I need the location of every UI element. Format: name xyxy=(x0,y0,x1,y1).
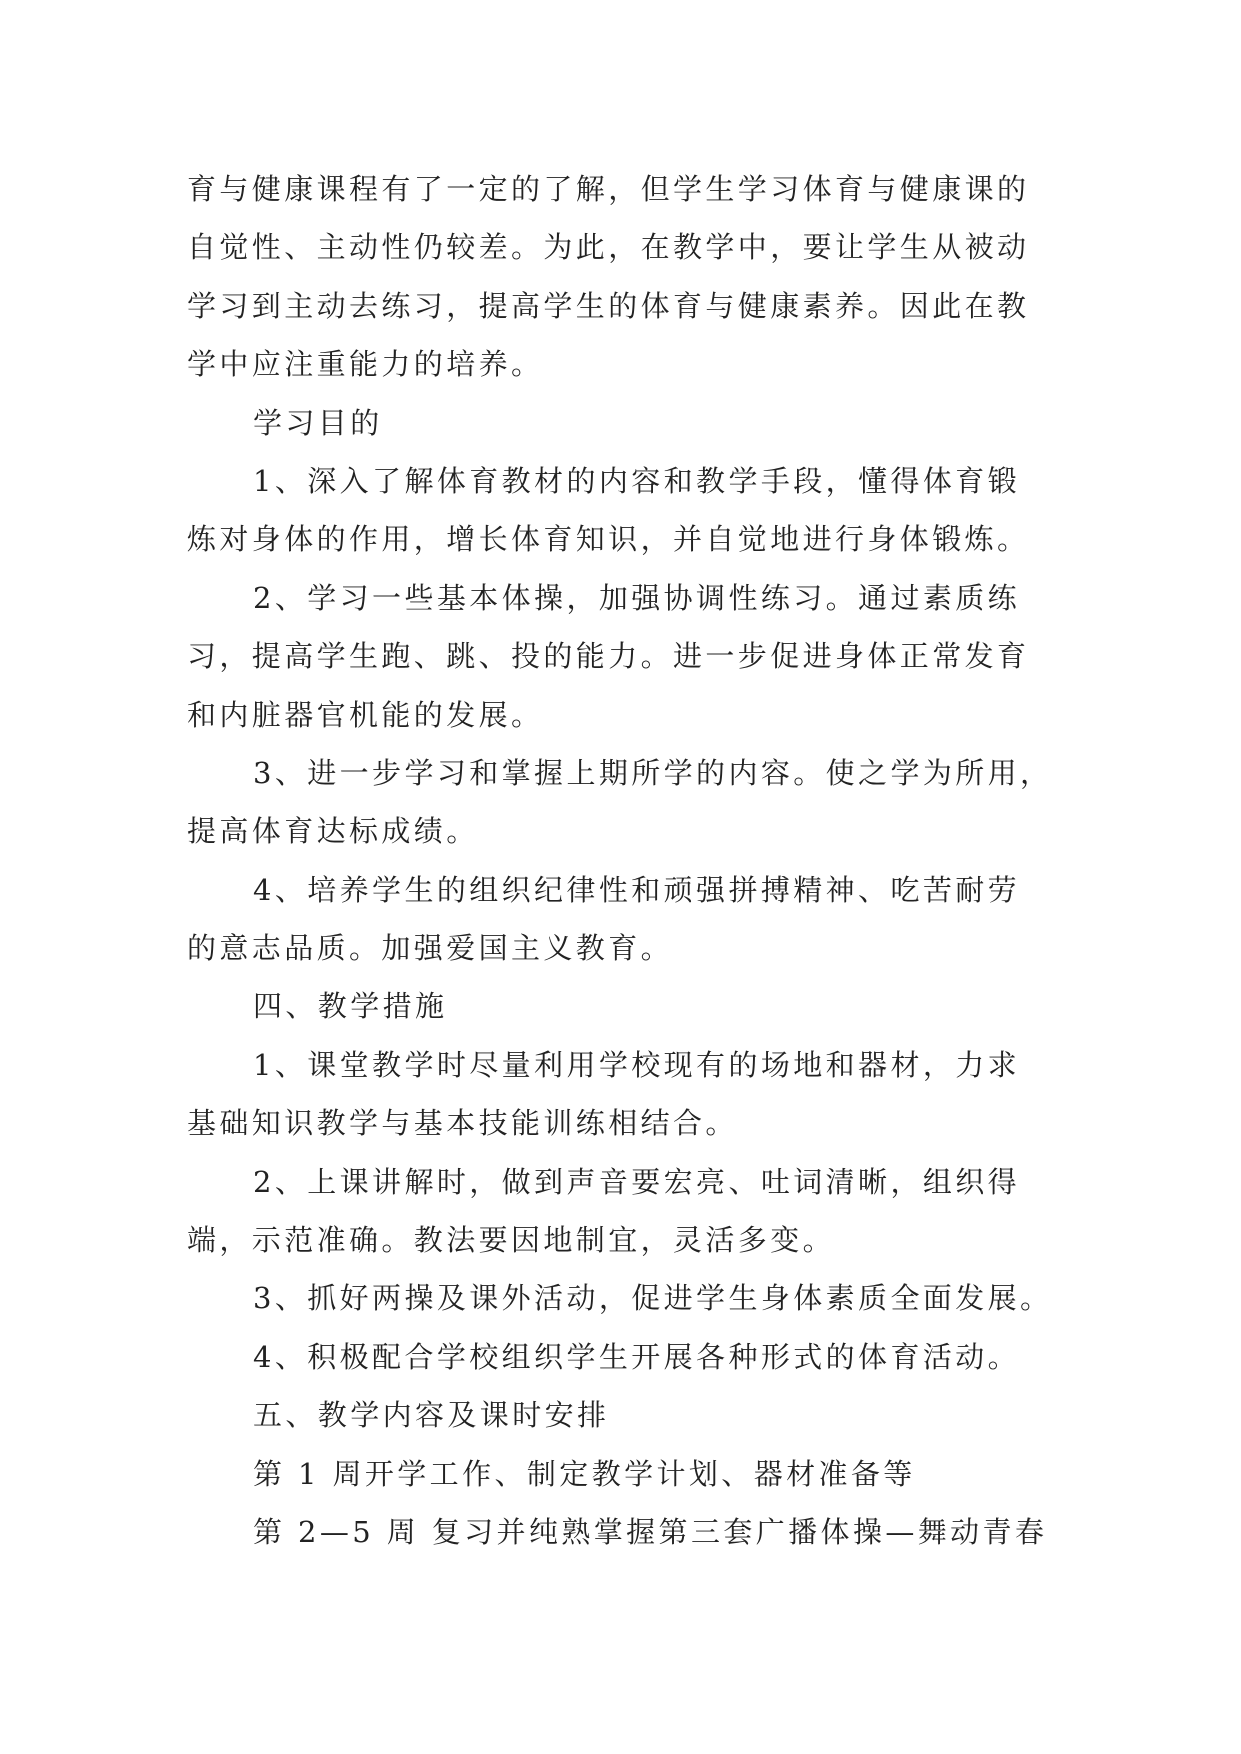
text-line: 自觉性、主动性仍较差。为此，在教学中，要让学生从被动 xyxy=(187,230,1030,265)
text-line: 基础知识教学与基本技能训练相结合。 xyxy=(187,1106,738,1141)
text-line: 育与健康课程有了一定的了解，但学生学习体育与健康课的 xyxy=(187,172,1030,206)
list-item: 3、抓好两操及课外活动，促进学生身体素质全面发展。 xyxy=(253,1281,1053,1316)
text-line: 的意志品质。加强爱国主义教育。 xyxy=(187,931,674,966)
text-line: 习，提高学生跑、跳、投的能力。进一步促进身体正常发育 xyxy=(187,639,1030,674)
text-line: 学习到主动去练习，提高学生的体育与健康素养。因此在教 xyxy=(187,288,1030,323)
document-body xyxy=(187,160,1057,1561)
list-item: 2、上课讲解时，做到声音要宏亮、吐词清晰，组织得 xyxy=(253,1164,1021,1199)
list-item: 2、学习一些基本体操，加强协调性练习。通过素质练 xyxy=(253,580,1021,615)
list-item: 3、进一步学习和掌握上期所学的内容。使之学为所用， xyxy=(253,755,1053,790)
schedule-item: 第 2—5 周 复习并纯熟掌握第三套广播体操—舞动青春 xyxy=(253,1514,1048,1549)
text-line: 炼对身体的作用，增长体育知识，并自觉地进行身体锻炼。 xyxy=(187,522,1030,557)
section-heading: 四、教学措施 xyxy=(253,989,448,1024)
text-line: 学中应注重能力的培养。 xyxy=(187,347,544,382)
text-line: 提高体育达标成绩。 xyxy=(187,814,479,849)
schedule-item: 第 1 周开学工作、制定教学计划、器材准备等 xyxy=(253,1456,916,1491)
text-line: 端，示范准确。教法要因地制宜，灵活多变。 xyxy=(187,1223,836,1258)
list-item: 4、积极配合学校组织学生开展各种形式的体育活动。 xyxy=(253,1339,1021,1374)
text-line: 和内脏器官机能的发展。 xyxy=(187,697,544,732)
list-item: 1、课堂教学时尽量利用学校现有的场地和器材，力求 xyxy=(253,1047,1021,1082)
section-heading: 五、教学内容及课时安排 xyxy=(253,1398,610,1433)
list-item: 4、培养学生的组织纪律性和顽强拼搏精神、吃苦耐劳 xyxy=(253,872,1021,907)
section-heading: 学习目的 xyxy=(253,405,383,440)
list-item: 1、深入了解体育教材的内容和教学手段，懂得体育锻 xyxy=(253,463,1021,498)
